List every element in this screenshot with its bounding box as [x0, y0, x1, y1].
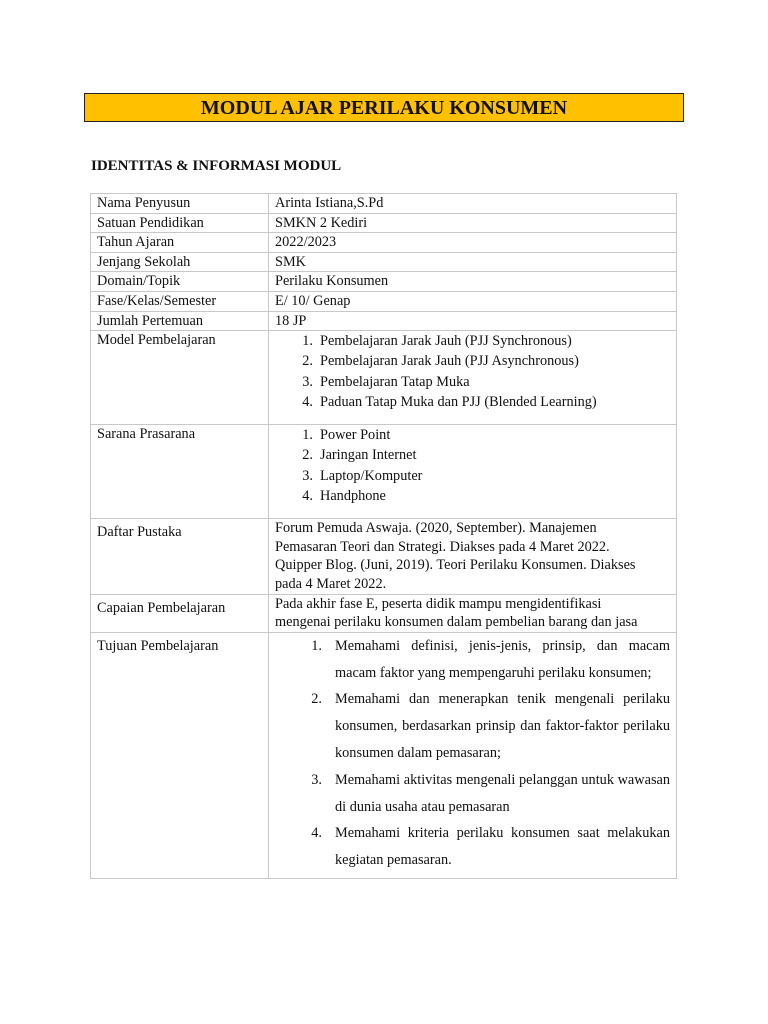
row-label: Capaian Pembelajaran [91, 594, 269, 632]
list-item: 2. Pembelajaran Jarak Jauh (PJJ Asynchronous) [302, 353, 579, 370]
row-label: Domain/Topik [91, 272, 269, 292]
reference-line: pada 4 Maret 2022. [275, 575, 387, 592]
table-row [91, 311, 677, 331]
row-value [269, 425, 677, 519]
row-label: Fase/Kelas/Semester [91, 291, 269, 311]
table-row [91, 291, 677, 311]
list-item: 3. Pembelajaran Tatap Muka [302, 373, 470, 390]
row-label: Satuan Pendidikan [91, 213, 269, 233]
row-value: SMK [269, 252, 677, 272]
text-line: Pada akhir fase E, peserta didik mampu mengidentifikasi [275, 595, 602, 612]
row-label: Sarana Prasarana [91, 425, 269, 519]
row-value: E/ 10/ Genap [269, 291, 677, 311]
row-label: Tujuan Pembelajaran [91, 632, 269, 878]
table-row [91, 632, 677, 878]
sarana-list [275, 425, 670, 506]
row-value: 18 JP [269, 311, 677, 331]
table-row [91, 425, 677, 519]
reference-line: Quipper Blog. (Juni, 2019). Teori Perilaku Konsumen. Diakses [275, 557, 636, 574]
text-line: mengenai perilaku konsumen dalam pembelian barang dan jasa [275, 614, 638, 631]
row-value [269, 594, 677, 632]
tujuan-list [275, 633, 670, 874]
list-item: 3. Memahami aktivitas mengenali pelanggan untuk wawasan di dunia usaha atau pemasaran [311, 771, 670, 815]
row-value [269, 519, 677, 594]
list-item: 1. Memahami definisi, jenis-jenis, prinsip, dan macam macam faktor yang mempengaruhi perilaku konsumen; [311, 637, 670, 681]
list-item: 2. Jaringan Internet [302, 447, 417, 464]
reference-line: Forum Pemuda Aswaja. (2020, September). Manajemen [275, 520, 597, 537]
table-row [91, 213, 677, 233]
row-label: Jumlah Pertemuan [91, 311, 269, 331]
row-label: Daftar Pustaka [91, 519, 269, 594]
table-row [91, 331, 677, 425]
list-item: 1. Power Point [302, 427, 391, 444]
row-value: Arinta Istiana,S.Pd [269, 194, 677, 214]
table-row [91, 594, 677, 632]
list-item: 4. Handphone [302, 488, 386, 505]
row-value [269, 632, 677, 878]
table-row [91, 194, 677, 214]
row-value: SMKN 2 Kediri [269, 213, 677, 233]
table-row [91, 252, 677, 272]
module-info-table [90, 193, 677, 879]
row-label: Nama Penyusun [91, 194, 269, 214]
row-label: Jenjang Sekolah [91, 252, 269, 272]
row-label: Model Pembelajaran [91, 331, 269, 425]
reference-line: Pemasaran Teori dan Strategi. Diakses pada 4 Maret 2022. [275, 538, 610, 555]
table-row [91, 272, 677, 292]
table-row [91, 233, 677, 253]
list-item: 4. Paduan Tatap Muka dan PJJ (Blended Learning) [302, 394, 597, 411]
list-item: 4. Memahami kriteria perilaku konsumen saat melakukan kegiatan pemasaran. [311, 825, 670, 869]
table-row [91, 519, 677, 594]
row-value: 2022/2023 [269, 233, 677, 253]
row-label: Tahun Ajaran [91, 233, 269, 253]
list-item: 2. Memahami dan menerapkan tenik mengenali perilaku konsumen, berdasarkan prinsip dan faktor-faktor perilaku konsumen dalam pemasaran; [311, 691, 670, 761]
row-value: Perilaku Konsumen [269, 272, 677, 292]
model-list [275, 331, 670, 412]
row-value [269, 331, 677, 425]
section-heading: IDENTITAS & INFORMASI MODUL [91, 158, 342, 174]
document-title: MODUL AJAR PERILAKU KONSUMEN [84, 93, 684, 122]
list-item: 1. Pembelajaran Jarak Jauh (PJJ Synchronous) [302, 333, 572, 350]
list-item: 3. Laptop/Komputer [302, 467, 423, 484]
